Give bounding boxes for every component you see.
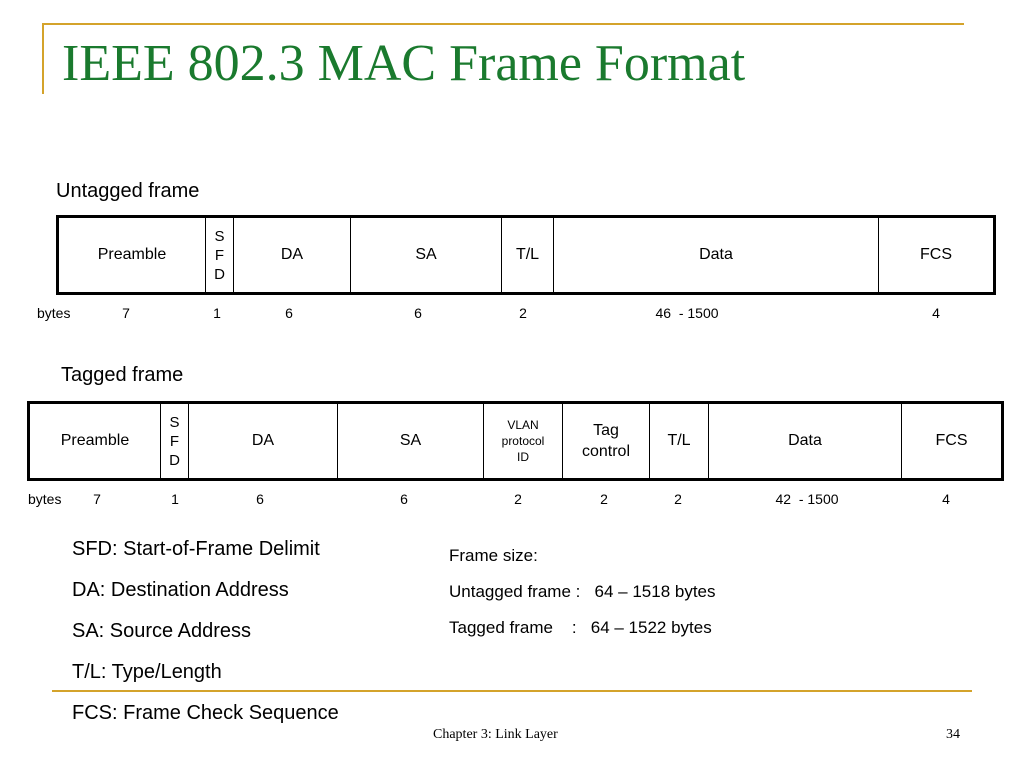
- tagged-vlan-line1: VLAN: [507, 418, 539, 432]
- legend-sa: SA: Source Address: [72, 620, 251, 642]
- untagged-tl-cell: [502, 218, 554, 292]
- tagged-vlan-line2: protocol: [501, 434, 545, 448]
- untagged-sfd-d: D: [214, 265, 225, 283]
- tagged-vlan-cell: [484, 404, 563, 478]
- legend-tl: T/L: Type/Length: [72, 661, 222, 683]
- tagged-bytes-da: 6: [256, 491, 264, 507]
- tagged-sfd-d: D: [169, 451, 180, 469]
- untagged-bytes-label: bytes: [37, 305, 71, 321]
- untagged-bytes-tl: 2: [519, 305, 527, 321]
- untagged-frame-diagram: [56, 215, 996, 295]
- tagged-bytes-sfd: 1: [171, 491, 179, 507]
- tagged-fcs-cell: [902, 404, 1001, 478]
- tagged-tl-cell: [650, 404, 709, 478]
- untagged-fcs-cell: [879, 218, 993, 292]
- untagged-sfd-f: F: [214, 246, 225, 264]
- untagged-bytes-da: 6: [285, 305, 293, 321]
- untagged-sa-cell: [351, 218, 502, 292]
- untagged-tl-text: T/L: [515, 246, 540, 263]
- legend-sfd: SFD: Start-of-Frame Delimit: [72, 538, 320, 560]
- frame-size-heading: Frame size:: [449, 546, 538, 565]
- untagged-bytes-fcs: 4: [932, 305, 940, 321]
- footer-chapter: Chapter 3: Link Layer: [433, 727, 558, 742]
- tagged-bytes-tag: 2: [600, 491, 608, 507]
- tagged-tag-line2: control: [581, 443, 631, 460]
- frame-size-tagged: Tagged frame : 64 – 1522 bytes: [449, 618, 712, 637]
- untagged-data-text: Data: [699, 246, 733, 263]
- untagged-preamble-cell: [59, 218, 206, 292]
- tagged-bytes-data: 42 - 1500: [775, 491, 839, 507]
- legend-da: DA: Destination Address: [72, 579, 289, 601]
- untagged-sfd-cell: [206, 218, 234, 292]
- tagged-vlan-line3: ID: [517, 450, 529, 464]
- untagged-da-cell: [234, 218, 351, 292]
- untagged-bytes-preamble: 7: [122, 305, 130, 321]
- tagged-bytes-vlan: 2: [514, 491, 522, 507]
- tagged-tag-line1: Tag: [593, 422, 619, 439]
- frame-size-untagged: Untagged frame : 64 – 1518 bytes: [449, 582, 716, 601]
- footer-page-number: 34: [946, 727, 960, 742]
- tagged-bytes-tl: 2: [674, 491, 682, 507]
- tagged-data-text: Data: [788, 432, 822, 449]
- untagged-sfd-s: S: [214, 227, 225, 245]
- tagged-frame-diagram: [27, 401, 1004, 481]
- footer-rule: [52, 690, 972, 692]
- tagged-data-cell: [709, 404, 902, 478]
- tagged-fcs-text: FCS: [935, 432, 968, 449]
- tagged-sa-cell: [338, 404, 484, 478]
- tagged-bytes-fcs: 4: [942, 491, 950, 507]
- tagged-bytes-label: bytes: [28, 491, 62, 507]
- untagged-bytes-sa: 6: [414, 305, 422, 321]
- tagged-da-cell: [189, 404, 338, 478]
- title-rule-top: [42, 23, 964, 25]
- untagged-data-cell: [554, 218, 879, 292]
- untagged-bytes-sfd: 1: [213, 305, 221, 321]
- tagged-frame-label: Tagged frame: [61, 364, 184, 386]
- tagged-tl-text: T/L: [667, 432, 691, 449]
- tagged-tag-control-cell: [563, 404, 650, 478]
- untagged-da-text: DA: [280, 246, 304, 263]
- tagged-sfd-cell: [161, 404, 189, 478]
- tagged-preamble-cell: [30, 404, 161, 478]
- tagged-preamble-text: Preamble: [60, 432, 130, 449]
- tagged-bytes-preamble: 7: [93, 491, 101, 507]
- untagged-sa-text: SA: [415, 246, 437, 263]
- tagged-sa-text: SA: [399, 432, 422, 449]
- untagged-bytes-data: 46 - 1500: [655, 305, 719, 321]
- tagged-sfd-f: F: [169, 432, 180, 450]
- slide-title: IEEE 802.3 MAC Frame Format: [62, 35, 746, 92]
- tagged-sfd-s: S: [169, 413, 180, 431]
- untagged-fcs-text: FCS: [920, 246, 952, 263]
- untagged-preamble-text: Preamble: [97, 246, 167, 263]
- tagged-da-text: DA: [251, 432, 275, 449]
- tagged-bytes-sa: 6: [400, 491, 408, 507]
- title-rule-left: [42, 23, 44, 94]
- untagged-frame-label: Untagged frame: [56, 180, 200, 202]
- legend-fcs: FCS: Frame Check Sequence: [72, 702, 339, 724]
